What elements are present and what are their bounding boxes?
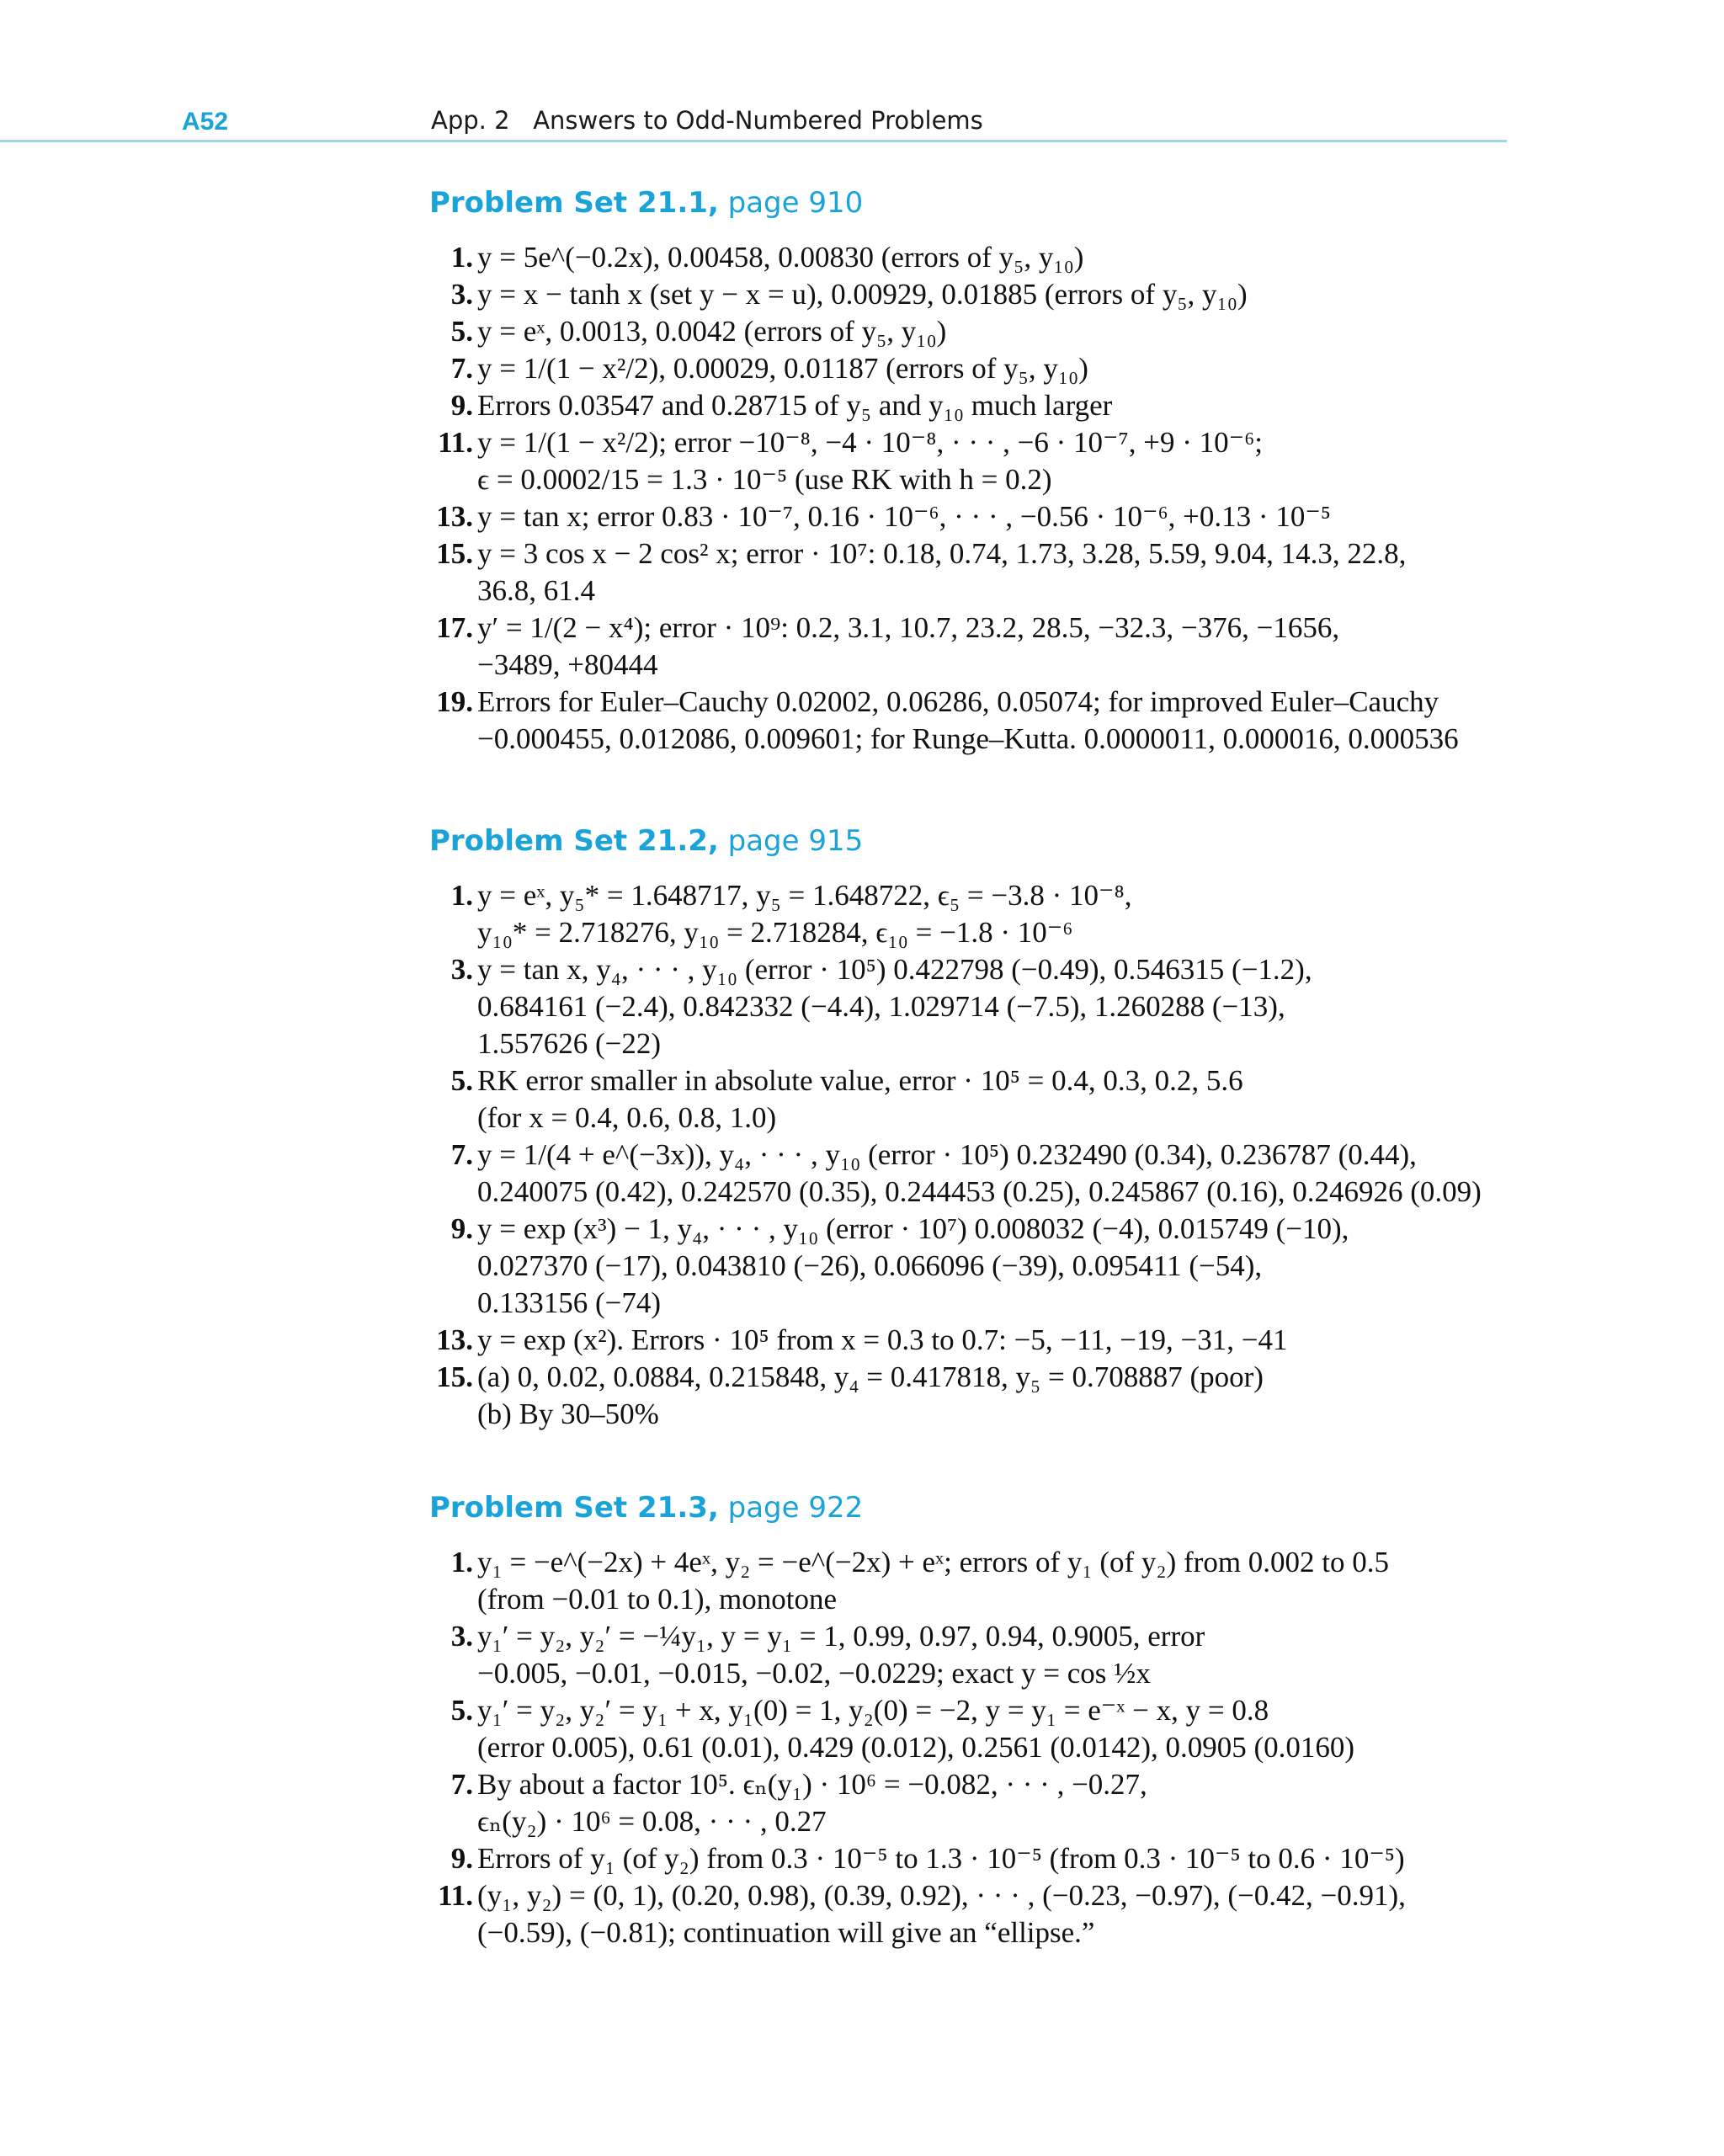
answer-item — [429, 1877, 1515, 1951]
answer-text-line: y = exp (x²). Errors · 10⁵ from x = 0.3 to 0.7: −5, −11, −19, −31, −41 — [477, 1323, 1288, 1356]
answer-item — [429, 951, 1515, 1062]
answer-number: 1. — [450, 1546, 473, 1578]
answer-text-line: (−0.59), (−0.81); continuation will give an “ellipse.” — [477, 1916, 1095, 1949]
answer-number: 7. — [450, 352, 473, 385]
answer-item — [429, 684, 1515, 758]
answer-text-line: 0.240075 (0.42), 0.242570 (0.35), 0.244453 (0.25), 0.245867 (0.16), 0.246926 (0.09) — [477, 1175, 1482, 1208]
answer-number: 15. — [436, 537, 473, 570]
answer-number: 15. — [436, 1360, 473, 1393]
answer-item — [429, 1137, 1515, 1211]
answer-text-line: Errors for Euler–Cauchy 0.02002, 0.06286, 0.05074; for improved Euler–Cauchy — [477, 685, 1439, 718]
answer-text-line: y = tan x; error 0.83 · 10⁻⁷, 0.16 · 10⁻⁶, · · · , −0.56 · 10⁻⁶, +0.13 · 10⁻⁵ — [477, 500, 1331, 533]
answer-item — [429, 1062, 1515, 1137]
section-title-label: Problem Set 21.3, — [429, 1491, 719, 1525]
answer-number: 11. — [438, 1879, 473, 1912]
answer-item — [429, 1544, 1515, 1618]
page-number: A52 — [182, 108, 229, 136]
answer-item — [429, 1322, 1515, 1359]
answer-item — [429, 1359, 1515, 1433]
answer-number: 5. — [450, 1064, 473, 1097]
section-title — [429, 184, 1515, 222]
answer-number: 7. — [450, 1138, 473, 1171]
answer-text-line: 36.8, 61.4 — [477, 574, 595, 607]
answer-number: 3. — [450, 1620, 473, 1653]
section-title-label: Problem Set 21.2, — [429, 824, 719, 858]
answer-number: 5. — [450, 1694, 473, 1727]
answer-text-line: (b) By 30–50% — [477, 1397, 659, 1430]
answer-number: 17. — [436, 611, 473, 644]
answer-list — [429, 877, 1515, 1433]
answer-list — [429, 239, 1515, 758]
answer-text-line: y₁′ = y₂, y₂′ = y₁ + x, y₁(0) = 1, y₂(0) = −2, y = y₁ = e⁻ˣ − x, y = 0.8 — [477, 1694, 1269, 1727]
answer-text-line: y = 1/(1 − x²/2), 0.00029, 0.01187 (errors of y₅, y₁₀) — [477, 352, 1088, 385]
answer-text-line: (a) 0, 0.02, 0.0884, 0.215848, y₄ = 0.417818, y₅ = 0.708887 (poor) — [477, 1360, 1264, 1393]
answer-text-line: y = x − tanh x (set y − x = u), 0.00929, 0.01885 (errors of y₅, y₁₀) — [477, 278, 1248, 311]
answer-number: 13. — [436, 1323, 473, 1356]
problem-set-21-1 — [429, 184, 1515, 758]
answer-text-line: (from −0.01 to 0.1), monotone — [477, 1583, 838, 1616]
answer-item — [429, 276, 1515, 313]
answer-item — [429, 239, 1515, 276]
answer-text-line: y = 5e^(−0.2x), 0.00458, 0.00830 (errors of y₅, y₁₀) — [477, 241, 1084, 274]
answer-text-line: ϵₙ(y₂) · 10⁶ = 0.08, · · · , 0.27 — [477, 1805, 827, 1838]
answer-number: 1. — [450, 879, 473, 912]
answer-number: 9. — [450, 389, 473, 422]
answer-text-line: y = 1/(1 − x²/2); error −10⁻⁸, −4 · 10⁻⁸, · · · , −6 · 10⁻⁷, +9 · 10⁻⁶; — [477, 426, 1264, 459]
answer-text-line: 0.684161 (−2.4), 0.842332 (−4.4), 1.029714 (−7.5), 1.260288 (−13), — [477, 990, 1285, 1023]
section-title-label: Problem Set 21.1, — [429, 186, 719, 220]
page-header — [0, 99, 1507, 142]
answer-text-line: y₁ = −e^(−2x) + 4eˣ, y₂ = −e^(−2x) + eˣ; errors of y₁ (of y₂) from 0.002 to 0.5 — [477, 1546, 1390, 1578]
answer-item — [429, 350, 1515, 387]
running-head: App. 2 Answers to Odd-Numbered Problems — [431, 106, 983, 135]
answer-text-line: y = tan x, y₄, · · · , y₁₀ (error · 10⁵) 0.422798 (−0.49), 0.546315 (−1.2), — [477, 953, 1312, 986]
answer-text-line: y = eˣ, y₅* = 1.648717, y₅ = 1.648722, ϵ₅ = −3.8 · 10⁻⁸, — [477, 879, 1132, 912]
answer-item — [429, 610, 1515, 684]
answer-text-line: y = 3 cos x − 2 cos² x; error · 10⁷: 0.18, 0.74, 1.73, 3.28, 5.59, 9.04, 14.3, 22.8, — [477, 537, 1407, 570]
answer-text-line: By about a factor 10⁵. ϵₙ(y₁) · 10⁶ = −0.082, · · · , −0.27, — [477, 1768, 1147, 1801]
answer-text-line: y = exp (x³) − 1, y₄, · · · , y₁₀ (error · 10⁷) 0.008032 (−4), 0.015749 (−10), — [477, 1212, 1349, 1245]
answer-item — [429, 1692, 1515, 1766]
answer-item — [429, 313, 1515, 350]
answer-text-line: y₁₀* = 2.718276, y₁₀ = 2.718284, ϵ₁₀ = −1.8 · 10⁻⁶ — [477, 916, 1073, 949]
answer-number: 5. — [450, 315, 473, 348]
answer-number: 7. — [450, 1768, 473, 1801]
answer-number: 19. — [436, 685, 473, 718]
section-title — [429, 1488, 1515, 1527]
answer-number: 9. — [450, 1842, 473, 1875]
answer-text-line: Errors of y₁ (of y₂) from 0.3 · 10⁻⁵ to 1.3 · 10⁻⁵ (from 0.3 · 10⁻⁵ to 0.6 · 10⁻⁵) — [477, 1842, 1405, 1875]
answer-text-line: y′ = 1/(2 − x⁴); error · 10⁹: 0.2, 3.1, 10.7, 23.2, 28.5, −32.3, −376, −1656, — [477, 611, 1340, 644]
answer-item — [429, 1840, 1515, 1877]
problem-set-21-3 — [429, 1488, 1515, 1951]
answer-text-line: −0.000455, 0.012086, 0.009601; for Runge–Kutta. 0.0000011, 0.000016, 0.000536 — [477, 722, 1459, 755]
answer-text-line: y = eˣ, 0.0013, 0.0042 (errors of y₅, y₁₀) — [477, 315, 947, 348]
answer-item — [429, 877, 1515, 951]
answer-text-line: RK error smaller in absolute value, error · 10⁵ = 0.4, 0.3, 0.2, 5.6 — [477, 1064, 1243, 1097]
section-title-page: page 910 — [727, 186, 864, 220]
section-title — [429, 822, 1515, 860]
answer-text-line: ϵ = 0.0002/15 = 1.3 · 10⁻⁵ (use RK with h = 0.2) — [477, 463, 1052, 496]
answer-number: 11. — [438, 426, 473, 459]
answer-item — [429, 1211, 1515, 1322]
answer-item — [429, 535, 1515, 610]
answer-text-line: 0.027370 (−17), 0.043810 (−26), 0.066096 (−39), 0.095411 (−54), — [477, 1249, 1263, 1282]
answer-number: 9. — [450, 1212, 473, 1245]
answer-number: 1. — [450, 241, 473, 274]
answer-text-line: −0.005, −0.01, −0.015, −0.02, −0.0229; exact y = cos ½x — [477, 1657, 1151, 1690]
answer-text-line: y₁′ = y₂, y₂′ = −¼y₁, y = y₁ = 1, 0.99, 0.97, 0.94, 0.9005, error — [477, 1620, 1205, 1653]
answer-number: 3. — [450, 953, 473, 986]
answer-item — [429, 1618, 1515, 1692]
answer-text-line: Errors 0.03547 and 0.28715 of y₅ and y₁₀ much larger — [477, 389, 1113, 422]
answer-text-line: y = 1/(4 + e^(−3x)), y₄, · · · , y₁₀ (error · 10⁵) 0.232490 (0.34), 0.236787 (0.44), — [477, 1138, 1417, 1171]
answer-text-line: (error 0.005), 0.61 (0.01), 0.429 (0.012), 0.2561 (0.0142), 0.0905 (0.0160) — [477, 1731, 1355, 1764]
answer-item — [429, 387, 1515, 424]
answer-text-line: −3489, +80444 — [477, 648, 658, 681]
answer-item — [429, 498, 1515, 535]
answer-number: 3. — [450, 278, 473, 311]
problem-set-21-2 — [429, 822, 1515, 1433]
answer-text-line: 1.557626 (−22) — [477, 1027, 662, 1060]
answer-text-line: (y₁, y₂) = (0, 1), (0.20, 0.98), (0.39, 0.92), · · · , (−0.23, −0.97), (−0.42, −0.91), — [477, 1879, 1406, 1912]
answer-item — [429, 424, 1515, 498]
answer-text-line: 0.133156 (−74) — [477, 1286, 662, 1319]
answer-item — [429, 1766, 1515, 1840]
section-title-page: page 922 — [727, 1491, 864, 1525]
section-title-page: page 915 — [727, 824, 864, 858]
answer-list — [429, 1544, 1515, 1951]
answer-text-line: (for x = 0.4, 0.6, 0.8, 1.0) — [477, 1101, 777, 1134]
answer-number: 13. — [436, 500, 473, 533]
